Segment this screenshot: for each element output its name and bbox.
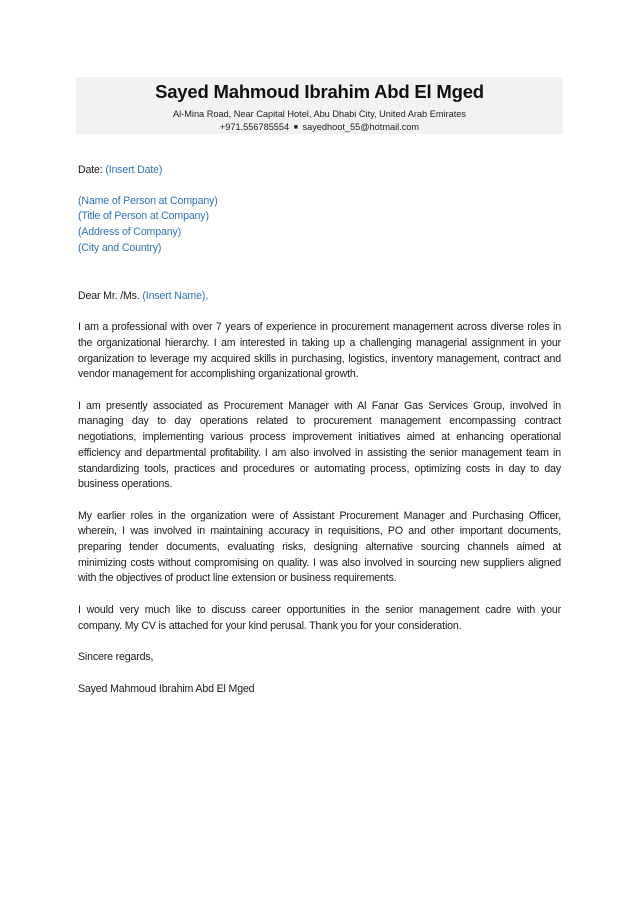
date-label: Date: [78,164,106,176]
signature: Sayed Mahmoud Ibrahim Abd El Mged [78,682,255,695]
sender-name: Sayed Mahmoud Ibrahim Abd El Mged [155,81,484,102]
salutation-name: (Insert Name), [142,289,209,302]
date-placeholder: (Insert Date) [105,164,163,176]
closing: Sincere regards, [78,650,154,663]
letterhead [76,77,563,134]
addressee-title: (Title of Person at Company) [78,210,209,223]
sender-contact [76,121,563,134]
sender-email: sayedhoot_55@hotmail.com [302,122,420,132]
paragraph-conclusion: I would very much like to discuss career opportunities in the senior management cadre with your company. My CV is attached for your kind perusal. Thank you for your consideration. [78,603,561,632]
date-line [78,163,561,179]
salutation [78,289,561,305]
sender-address: Al-Mina Road, Near Capital Hotel, Abu Dhabi City, United Arab Emirates [173,109,466,119]
paragraph-earlier-roles: My earlier roles in the organization were of Assistant Procurement Manager and Purchasing Officer, wherein, I was involved in maintaining accuracy in requisitions, PO and other important documents, preparing tender documents, evaluating risks, designing alternative sourcing channels aimed at minimizing costs without compromising on quality. I was also involved in sourcing new suppliers aligned with the objectives of product line extension or business requirements. [78,509,561,585]
paragraph-intro: I am a professional with over 7 years of experience in procurement management across diverse roles in the organizational hierarchy. I am interested in taking up a challenging managerial assignment in your organization to leverage my acquired skills in purchasing, logistics, inventory management, contract and vendor management for accomplishing organizational growth. [78,321,561,381]
addressee-address: (Address of Company) [78,226,181,239]
separator-icon: ■ [293,124,298,131]
paragraph-current-role: I am presently associated as Procurement Manager with Al Fanar Gas Services Group, involved in managing day to day operations related to procurement management encompassing contract negotiations, implementing various process improvement initiatives aimed at enhancing operational efficiency and departmental profitability. I am also involved in assisting the senior management team in standardizing tools, practices and procedures or automating process, optimizing costs in day to day business operations. [78,399,561,491]
letter-body [78,163,561,697]
addressee-city: (City and Country) [78,241,162,254]
addressee-name: (Name of Person at Company) [78,194,218,207]
addressee-block [78,194,561,257]
salutation-prefix: Dear Mr. /Ms. [78,289,143,302]
sender-phone: +971.556785554 [219,122,290,132]
